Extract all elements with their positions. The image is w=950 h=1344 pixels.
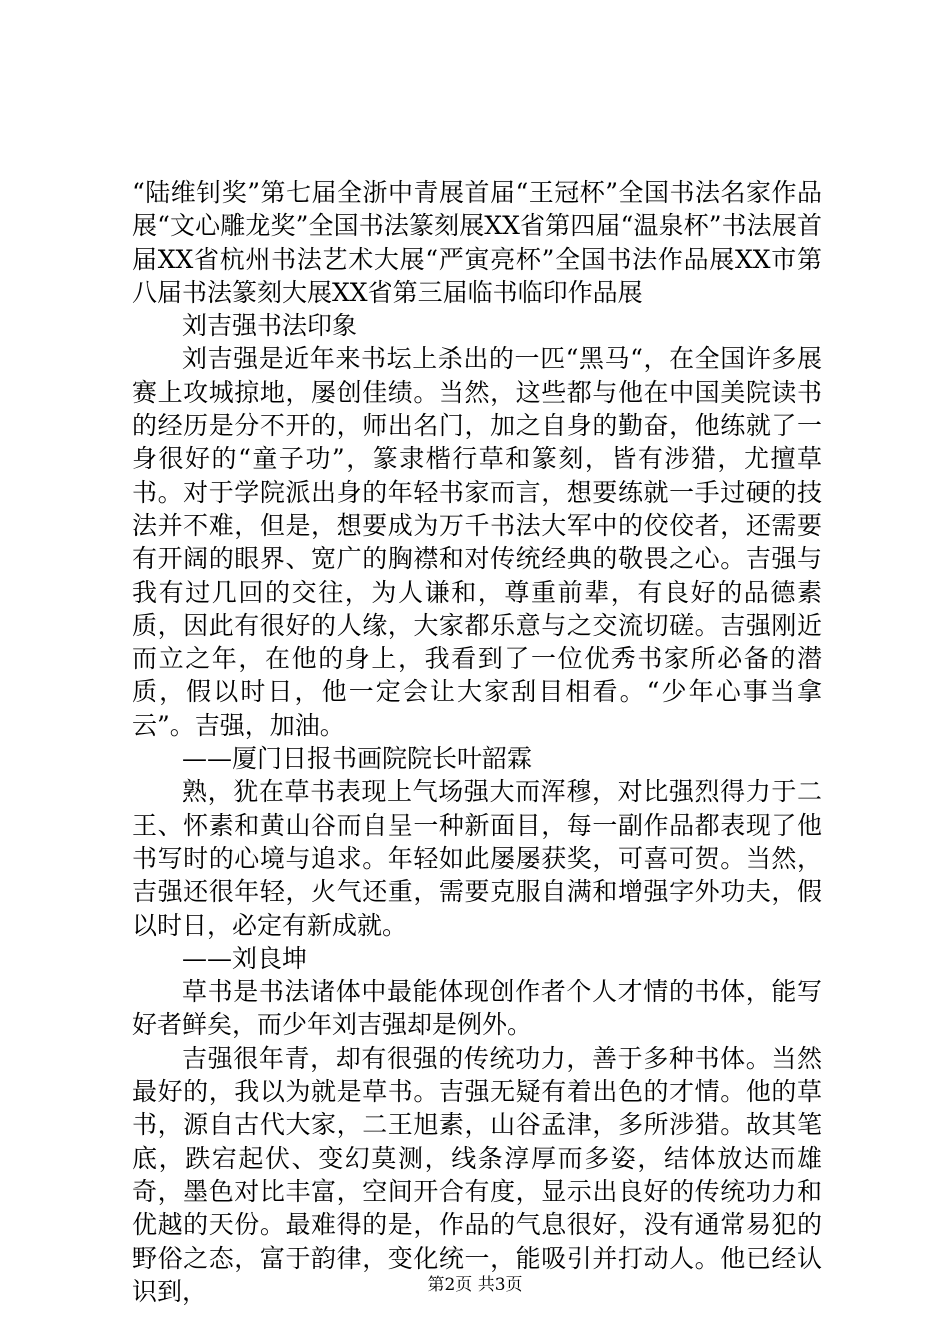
body-paragraph: 吉强很年青，却有很强的传统功力，善于多种书体。当然最好的，我以为就是草书。吉强无疑有着出色的才情。他的草书，源自古代大家，二王旭素，山谷孟津，多所涉猎。故其笔底，跌宕起伏、变幻莫测，线条淳厚而多姿，结体放达而雄奇，墨色对比丰富，空间开合有度，显示出良好的传统功力和优越的天份。最难得的是，作品的气息很好，没有通常易犯的野俗之态，富于韵律，变化统一，能吸引并打动人。他已经认识到， — [132, 1043, 822, 1306]
body-paragraph: 草书是书法诸体中最能体现创作者个人才情的书体，能写好者鲜矣，而少年刘吉强却是例外。 — [132, 977, 822, 1040]
attribution-line: ——刘良坤 — [182, 943, 308, 973]
page-footer: 第2页 共3页 — [427, 1275, 523, 1295]
section-heading: 刘吉强书法印象 — [182, 311, 358, 341]
exhibition-list-paragraph: “陆维钊奖”第七届全浙中青展首届“王冠杯”全国书法名家作品展“文心雕龙奖”全国书法篆刻展XX省第四届“温泉杯”书法展首届XX省杭州书法艺术大展“严寅亮杯”全国书法作品展XX市第八届书法篆刻大展XX省第三届临书临印作品展 — [132, 178, 822, 307]
attribution-line: ——厦门日报书画院院长叶韶霖 — [182, 744, 533, 774]
body-paragraph: 熟，犹在草书表现上气场强大而浑穆，对比强烈得力于二王、怀素和黄山谷而自呈一种新面目，每一副作品都表现了他书写时的心境与追求。年轻如此屡屡获奖，可喜可贺。当然，吉强还很年轻，火气还重，需要克服自满和增强字外功夫，假以时日，必定有新成就。 — [132, 777, 822, 940]
document-body — [132, 176, 822, 1308]
body-paragraph: 刘吉强是近年来书坛上杀出的一匹“黑马“，在全国许多展赛上攻城掠地，屡创佳绩。当然，这些都与他在中国美院读书的经历是分不开的，师出名门，加之自身的勤奋，他练就了一身很好的“童子功”，篆隶楷行草和篆刻，皆有涉猎，尤擅草书。对于学院派出身的年轻书家而言，想要练就一手过硬的技法并不难，但是，想要成为万千书法大军中的佼佼者，还需要有开阔的眼界、宽广的胸襟和对传统经典的敬畏之心。吉强与我有过几回的交往，为人谦和，尊重前辈，有良好的品德素质，因此有很好的人缘，大家都乐意与之交流切磋。吉强刚近而立之年，在他的身上，我看到了一位优秀书家所必备的潜质，假以时日，他一定会让大家刮目相看。“少年心事当拿云”。吉强，加油。 — [132, 344, 822, 740]
